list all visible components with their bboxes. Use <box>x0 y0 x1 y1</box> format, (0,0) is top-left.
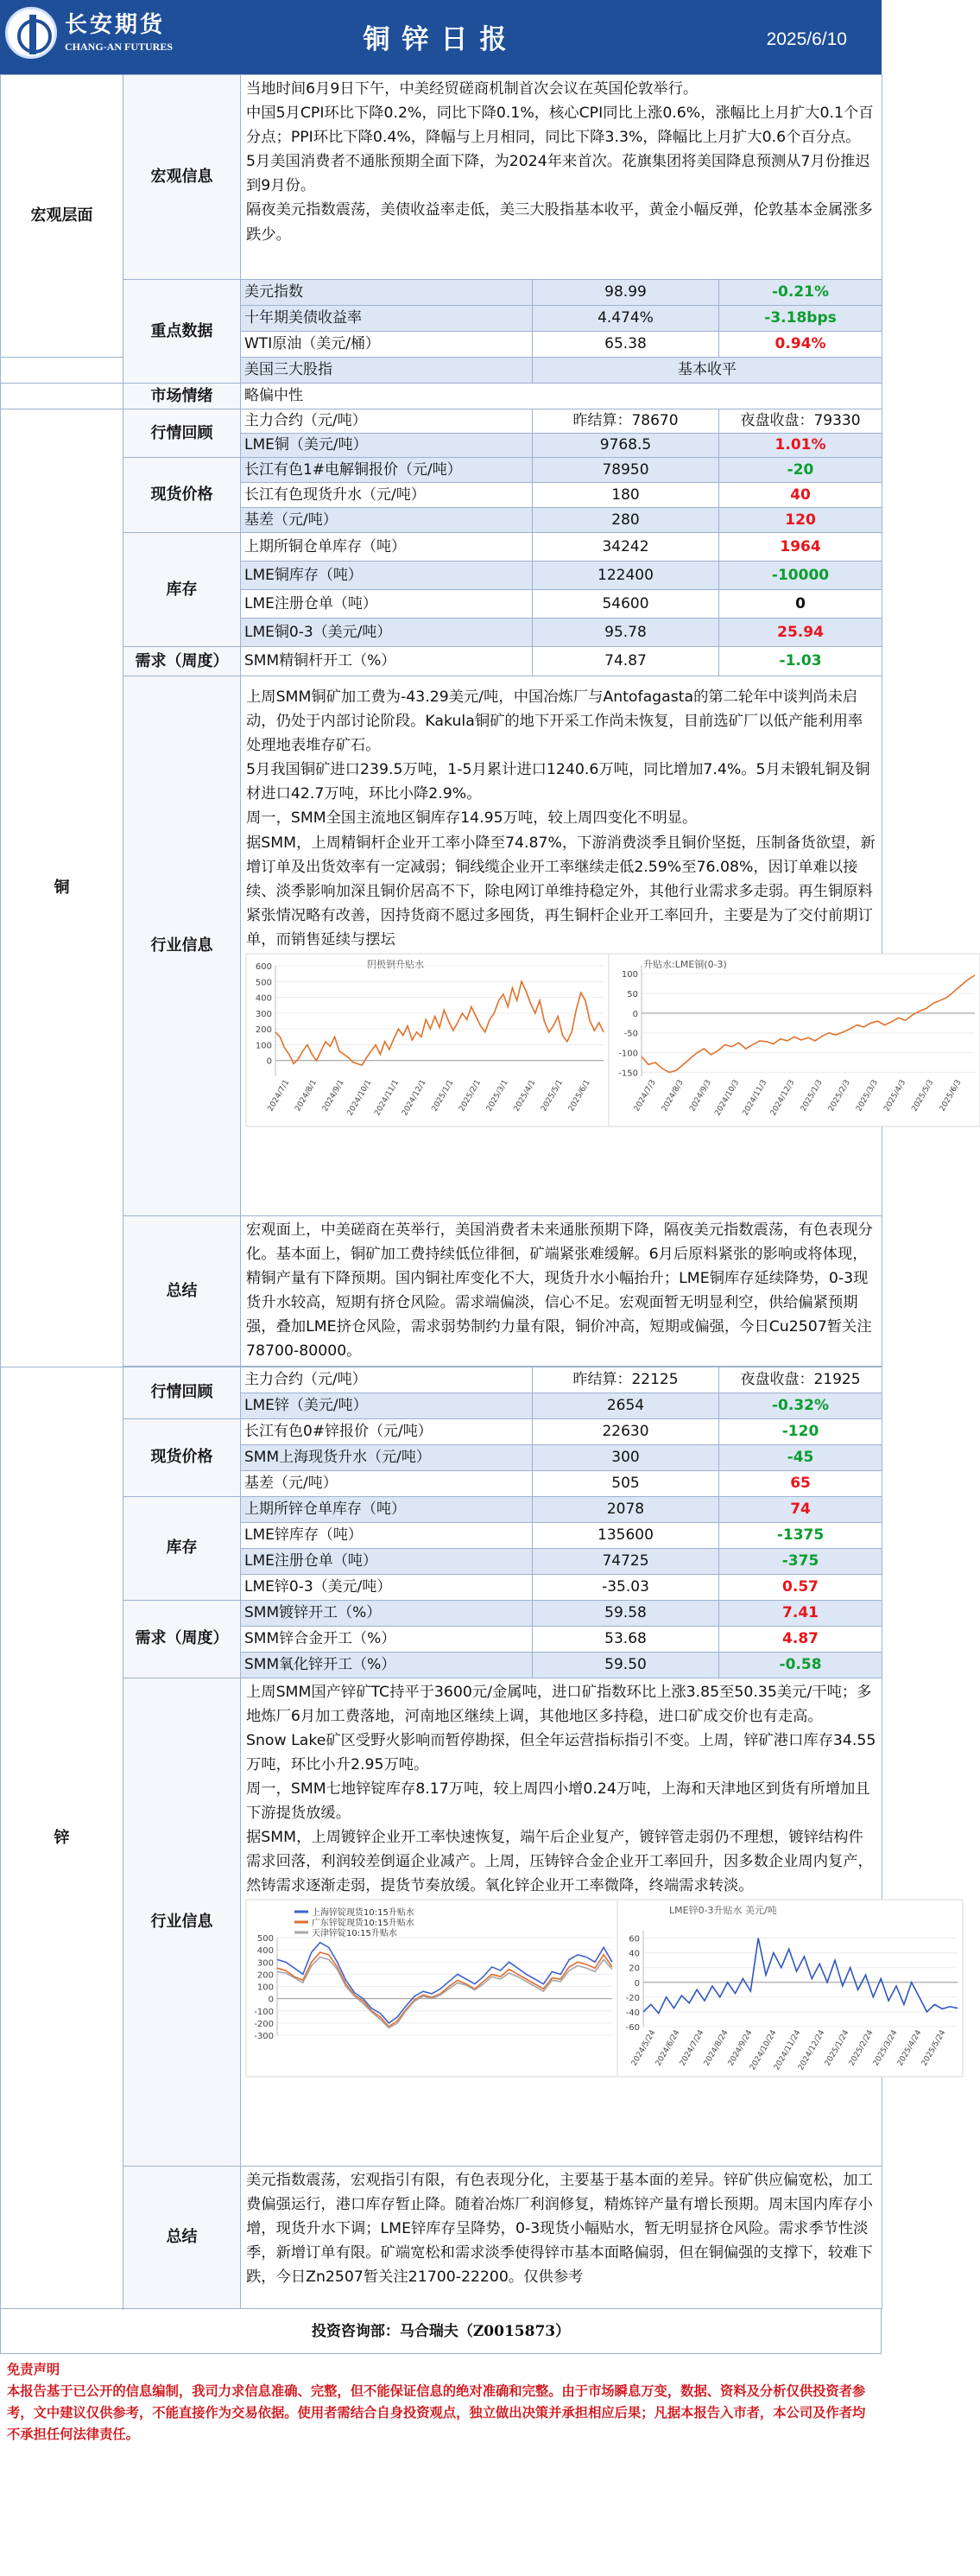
x-tick-label: 2024/11/24 <box>773 2028 803 2072</box>
chart-frame <box>246 1900 617 2077</box>
zn-industry-para: 据SMM，上周镀锌企业开工率快速恢复，端午后企业复产，镀锌管走弱仍不理想，镀锌结构件需求回落，利润较差倒逼企业减产。上周，压铸锌合金企业开工率回升，因多数企业周内复产，然铸需求逐渐走弱，提货节奏放缓。氧化锌企业开工率微降，终端需求转淡。 <box>246 1829 873 1895</box>
zn-lme-change: -0.32% <box>719 1393 882 1418</box>
sentiment-label: 市场情绪 <box>123 384 241 409</box>
x-tick-label: 2025/6/3 <box>938 1078 964 1114</box>
y-tick-label: 100 <box>256 1983 274 1993</box>
cu-spot-change: -20 <box>719 458 882 483</box>
section-macro: 宏观层面 <box>1 75 123 358</box>
zn-main-contract: 主力合约（元/吨） <box>241 1367 533 1393</box>
x-tick-label: 2025/4/1 <box>512 1078 538 1114</box>
zn-spot-change: -120 <box>719 1418 882 1444</box>
cu-demand-value: 74.87 <box>533 647 719 676</box>
macro-spacer <box>1 358 123 384</box>
y-tick-label: -150 <box>618 1069 638 1079</box>
x-tick-label: 2024/5/24 <box>629 2028 658 2068</box>
macro-spacer <box>1 384 123 409</box>
zn-stock-name: LME注册仓单（吨） <box>241 1548 533 1574</box>
macro-info-text <box>241 75 882 280</box>
night-label: 夜盘收盘： <box>740 412 814 430</box>
zn-industry-label: 行业信息 <box>123 1678 241 2166</box>
cu-demand-name: SMM精铜杆开工（%） <box>241 647 533 676</box>
y-tick-label: -100 <box>254 2008 274 2018</box>
macro-info-label: 宏观信息 <box>123 75 241 280</box>
y-tick-label: -100 <box>618 1049 638 1059</box>
cu-summary-text <box>241 1216 882 1367</box>
cu-stock-change: 1964 <box>719 533 882 562</box>
zn-demand-value: 59.50 <box>533 1652 719 1678</box>
y-tick-label: 0 <box>632 1009 638 1019</box>
x-tick-label: 2024/9/3 <box>688 1078 714 1114</box>
key-data-value: 基本收平 <box>533 358 882 384</box>
zn-summary-text <box>241 2166 882 2308</box>
zn-industry-text <box>241 1678 948 2166</box>
y-tick-label: 300 <box>255 1009 272 1019</box>
x-tick-label: 2024/8/24 <box>702 2028 730 2068</box>
x-tick-label: 2025/1/3 <box>799 1078 825 1114</box>
cu-lme: LME铜（美元/吨） <box>241 434 533 458</box>
close-value: 22125 <box>631 1371 679 1388</box>
company-name-en: CHANG-AN FUTURES <box>65 40 174 53</box>
macro-para: 当地时间6月9日下午，中美经贸磋商机制首次会议在英国伦敦举行。 <box>246 80 699 98</box>
disclaimer-text: 本报告基于已公开的信息编制，我司力求信息准确、完整，但不能保证信息的绝对准确和完整。由于市场瞬息万变，数据、资料及分析仅供投资者参考，文中建议仅供参考，不能直接作为交易依据。使用者需结合自身投资观点，独立做出决策并承担相应后果；凡据本报告入市者，本公司及作者均不承担任何法律责任。 <box>7 2383 866 2443</box>
x-tick-label: 2025/1/1 <box>430 1078 456 1114</box>
y-tick-label: -50 <box>623 1029 638 1039</box>
zn-spot-name: 长江有色0#锌报价（元/吨） <box>241 1418 533 1444</box>
cu-stock-change: 25.94 <box>719 619 882 647</box>
zn-demand-value: 59.58 <box>533 1600 719 1626</box>
x-tick-label: 2024/10/3 <box>713 1078 742 1118</box>
cu-industry-para: 5月我国铜矿进口239.5万吨，1-5月累计进口1240.6万吨，同比增加7.4%。5月未锻轧铜及铜材进口42.7万吨，环比小降2.9%。 <box>246 761 870 803</box>
y-tick-label: 300 <box>256 1958 274 1969</box>
key-data-label: 重点数据 <box>123 280 241 384</box>
zn-spot-label: 现货价格 <box>123 1418 241 1496</box>
zn-stock-label: 库存 <box>123 1496 241 1600</box>
zn-stock-value: -35.03 <box>533 1574 719 1600</box>
cu-main-close <box>533 409 719 434</box>
zn-demand-name: SMM镀锌开工（%） <box>241 1600 533 1626</box>
key-data-name: 十年期美债收益率 <box>241 306 533 332</box>
key-data-value: 98.99 <box>533 280 719 306</box>
cu-stock-value: 122400 <box>533 562 719 590</box>
y-tick-label: 0 <box>268 1995 274 2006</box>
x-tick-label: 2025/5/1 <box>540 1078 566 1114</box>
x-tick-label: 2025/3/3 <box>855 1078 881 1114</box>
cu-spot-value: 78950 <box>533 458 719 483</box>
zn-charts <box>246 1900 948 2077</box>
y-tick-label: -20 <box>625 1994 640 2004</box>
section-zinc: 锌 <box>1 1367 123 2309</box>
cu-industry-para: 上周SMM铜矿加工费为-43.29美元/吨，中国冶炼厂与Antofagasta的第二轮年中谈判尚未启动，仍处于内部讨论阶段。Kakula铜矿的地下开采工作尚未恢复，目前选矿厂以低产能利用率处理地表堆存矿石。 <box>246 688 863 755</box>
x-tick-label: 2025/2/1 <box>458 1078 484 1114</box>
zn-industry-para: 周一，SMM七地锌锭库存8.17万吨，较上周四小增0.24万吨，上海和天津地区到货有所增加且下游提货放缓。 <box>246 1780 870 1823</box>
key-data-name: 美国三大股指 <box>241 358 533 384</box>
macro-para: 隔夜美元指数震荡，美债收益率走低，美三大股指基本收平，黄金小幅反弹，伦敦基本金属涨多跌少。 <box>246 201 873 244</box>
key-data-name: WTI原油（美元/桶） <box>241 332 533 358</box>
y-tick-label: 500 <box>256 1934 274 1945</box>
x-tick-label: 2024/10/24 <box>749 2028 779 2072</box>
cu-stock-change: 0 <box>719 590 882 619</box>
zn-main-close <box>533 1367 719 1393</box>
x-tick-label: 2024/9/1 <box>320 1078 346 1114</box>
zn-stock-change: -1375 <box>719 1522 882 1548</box>
zn-industry-para: Snow Lake矿区受野火影响而暂停勘探，但全年运营指标指引不变。上周，锌矿港口库存34.55万吨，环比小升2.95万吨。 <box>246 1731 876 1773</box>
x-tick-label: 2024/7/3 <box>632 1078 658 1114</box>
zn-industry-para: 上周SMM国产锌矿TC持平于3600元/金属吨，进口矿指数环比上涨3.85至50.35美元/干吨；多地炼厂6月加工费落地，河南地区继续上调，其他地区多持稳，进口矿成交价也有走高。 <box>246 1683 872 1725</box>
x-tick-label: 2024/12/3 <box>768 1078 797 1118</box>
y-tick-label: 400 <box>256 1946 274 1957</box>
x-tick-label: 2024/11/1 <box>373 1078 401 1118</box>
y-tick-label: 20 <box>629 1964 640 1975</box>
macro-para: 5月美国消费者不通胀预期全面下降，为2024年来首次。花旗集团将美国降息预测从7月份推迟到9月份。 <box>246 153 870 195</box>
cu-industry-para: 周一，SMM全国主流地区铜库存14.95万吨，较上周四变化不明显。 <box>246 809 698 828</box>
chart-zn-lme-spread <box>617 1900 963 2077</box>
cu-demand-label: 需求（周度） <box>123 647 241 676</box>
cu-industry-text <box>241 676 964 1216</box>
chart-cu-processing-fee <box>246 954 609 1126</box>
night-value: 21925 <box>813 1371 861 1388</box>
night-label: 夜盘收盘： <box>740 1371 814 1388</box>
cu-spot-value: 280 <box>533 508 719 533</box>
zn-spot-name: SMM上海现货升水（元/吨） <box>241 1444 533 1470</box>
cu-spot-name: 基差（元/吨） <box>241 508 533 533</box>
y-tick-label: 60 <box>629 1934 640 1945</box>
x-tick-label: 2024/11/3 <box>741 1078 769 1118</box>
zn-stock-change: 74 <box>719 1496 882 1522</box>
zn-spot-name: 基差（元/吨） <box>241 1470 533 1496</box>
cu-main-contract: 主力合约（元/吨） <box>241 409 533 434</box>
y-tick-label: 100 <box>255 1041 272 1051</box>
x-tick-label: 2024/9/24 <box>726 2028 755 2068</box>
x-tick-label: 2025/2/24 <box>847 2028 876 2068</box>
key-data-change: 0.94% <box>719 332 882 358</box>
y-tick-label: 50 <box>627 990 638 1000</box>
cu-spot-change: 40 <box>719 483 882 508</box>
zn-spot-value: 22630 <box>533 1418 719 1444</box>
disclaimer-title: 免责声明 <box>7 2362 60 2378</box>
zn-stock-change: -375 <box>719 1548 882 1574</box>
key-data-value: 65.38 <box>533 332 719 358</box>
cu-demand-change: -1.03 <box>719 647 882 676</box>
zn-review-label: 行情回顾 <box>123 1367 241 1418</box>
cu-industry-para: 据SMM，上周精铜杆企业开工率小降至74.87%，下游消费淡季且铜价坚挺，压制备货欲望，新增订单及出货效率有一定减弱；铜线缆企业开工率继续走低2.59%至76.08%，因订单难以接续、淡季影响加深且铜价居高不下，除电网订单维持稳定外，其他行业需求多走弱。再生铜原料紧张情况略有改善，因持货商不愿过多囤货，再生铜杆企业开工率回升，主要是为了交付前期订单，而销售延续与摆坛 <box>246 834 876 949</box>
sentiment-value: 略偏中性 <box>241 384 882 409</box>
zn-stock-name: 上期所锌仓单库存（吨） <box>241 1496 533 1522</box>
zn-spot-change: -45 <box>719 1444 882 1470</box>
cu-summary-label: 总结 <box>123 1216 241 1367</box>
cu-spot-name: 长江有色现货升水（元/吨） <box>241 483 533 508</box>
cu-review-label: 行情回顾 <box>123 409 241 458</box>
chart-title: 升贴水:LME铜(0-3) <box>643 959 727 971</box>
y-tick-label: -40 <box>625 2008 640 2019</box>
report-table <box>0 74 964 2309</box>
zn-spot-value: 505 <box>533 1470 719 1496</box>
legend-label: 上海锌锭现货10:15升贴水 <box>312 1908 414 1919</box>
y-tick-label: 100 <box>621 970 638 980</box>
zn-stock-change: 0.57 <box>719 1574 882 1600</box>
cu-stock-name: LME铜0-3（美元/吨） <box>241 619 533 647</box>
x-tick-label: 2025/4/24 <box>895 2028 924 2068</box>
x-tick-label: 2024/12/24 <box>797 2028 827 2072</box>
x-tick-label: 2024/8/1 <box>294 1078 319 1114</box>
section-copper: 铜 <box>1 409 123 1367</box>
cu-spot-value: 180 <box>533 483 719 508</box>
y-tick-label: 0 <box>266 1056 272 1067</box>
cu-summary-para: 宏观面上，中美磋商在英举行，美国消费者未来通胀预期下降，隔夜美元指数震荡，有色表现分化。基本面上，铜矿加工费持续低位徘徊，矿端紧张难缓解。6月后原料紧张的影响或将体现，精铜产量有下降预期。国内铜社库变化不大，现货升水小幅抬升；LME铜库存延续降势，0-3现货升水较高，短期有挤仓风险。需求端偏淡，信心不足。宏观面暂无明显利空，供给偏紧预期强，叠加LME挤仓风险，需求弱势制约力量有限，铜价冲高，短期或偏强，今日Cu2507暂关注78700-80000。 <box>246 1221 873 1361</box>
x-tick-label: 2024/10/1 <box>345 1078 374 1118</box>
zn-spot-value: 300 <box>533 1444 719 1470</box>
zn-main-night <box>719 1367 882 1393</box>
zn-demand-label: 需求（周度） <box>123 1600 241 1678</box>
cu-stock-value: 95.78 <box>533 619 719 647</box>
cu-stock-name: LME注册仓单（吨） <box>241 590 533 619</box>
x-tick-label: 2025/2/3 <box>826 1078 852 1114</box>
cu-main-night <box>719 409 882 434</box>
y-tick-label: 200 <box>256 1970 274 1981</box>
legend-label: 广东锌锭现货10:15升贴水 <box>312 1919 414 1929</box>
zn-stock-value: 2078 <box>533 1496 719 1522</box>
x-tick-label: 2025/3/1 <box>484 1078 510 1114</box>
zn-demand-value: 53.68 <box>533 1626 719 1652</box>
chart-title: LME锌0-3升贴水 美元/吨 <box>669 1905 777 1917</box>
y-tick-label: -300 <box>254 2032 274 2042</box>
zn-demand-change: 7.41 <box>719 1600 882 1626</box>
cu-spot-name: 长江有色1#电解铜报价（元/吨） <box>241 458 533 483</box>
zn-summary-para: 美元指数震荡，宏观指引有限，有色表现分化，主要基于基本面的差异。锌矿供应偏宽松，加工费偏强运行，港口库存暂止降。随着冶炼厂利润修复，精炼锌产量有增长预期。周末国内库存小增，现货升水下调；LME锌库存呈降势，0-3现货小幅贴水，暂无明显挤仓风险。需求季节性淡季，新增订单有限。矿端宽松和需求淡季使得锌市基本面略偏弱，但在铜偏强的支撑下，较难下跌，今日Zn2507暂关注21700-22200。仅供参考 <box>246 2171 873 2286</box>
cu-lme-value: 9768.5 <box>533 434 719 458</box>
y-tick-label: -200 <box>254 2020 274 2030</box>
cu-lme-change: 1.01% <box>719 434 882 458</box>
y-tick-label: 600 <box>255 962 272 973</box>
cu-stock-label: 库存 <box>123 533 241 647</box>
chart-title: 阴极铜升贴水 <box>367 959 424 971</box>
x-tick-label: 2025/1/24 <box>823 2028 851 2068</box>
key-data-change: -3.18bps <box>719 306 882 332</box>
x-tick-label: 2024/7/1 <box>266 1078 292 1114</box>
cu-charts <box>246 954 964 1126</box>
x-tick-label: 2024/7/24 <box>678 2028 706 2068</box>
cu-spot-change: 120 <box>719 508 882 533</box>
zn-stock-value: 74725 <box>533 1548 719 1574</box>
key-data-value: 4.474% <box>533 306 719 332</box>
chart-zn-processing-fee <box>246 1900 617 2077</box>
zn-stock-name: LME锌0-3（美元/吨） <box>241 1574 533 1600</box>
legend-label: 天津锌锭10:15升贴水 <box>312 1929 397 1939</box>
zn-summary-label: 总结 <box>123 2166 241 2308</box>
cu-stock-change: -10000 <box>719 562 882 590</box>
y-tick-label: 200 <box>255 1025 272 1036</box>
cu-stock-value: 34242 <box>533 533 719 562</box>
x-tick-label: 2025/4/3 <box>882 1078 908 1114</box>
cu-stock-value: 54600 <box>533 590 719 619</box>
report-title: 铜锌日报 <box>363 24 519 55</box>
zn-lme-value: 2654 <box>533 1393 719 1418</box>
report-date: 2025/6/10 <box>766 29 847 49</box>
x-tick-label: 2024/8/3 <box>660 1078 686 1114</box>
y-tick-label: 40 <box>629 1950 640 1960</box>
macro-para: 中国5月CPI环比下降0.2%，同比下降0.1%，核心CPI同比上涨0.6%，涨幅比上月扩大0.1个百分点；PPI环比下降0.4%，降幅与上月相同，同比下降3.3%，降幅比上月扩大0.6个百分点。 <box>246 105 874 147</box>
zn-lme: LME锌（美元/吨） <box>241 1393 533 1418</box>
cu-stock-name: LME铜库存（吨） <box>241 562 533 590</box>
x-tick-label: 2024/6/24 <box>654 2028 682 2068</box>
close-label: 昨结算： <box>572 412 632 430</box>
y-tick-label: -60 <box>625 2023 640 2034</box>
key-data-change: -0.21% <box>719 280 882 306</box>
x-tick-label: 2025/3/24 <box>871 2028 900 2068</box>
company-name-cn: 长安期货 <box>65 11 166 38</box>
key-data-name: 美元指数 <box>241 280 533 306</box>
zn-demand-name: SMM氧化锌开工（%） <box>241 1652 533 1678</box>
night-value: 79330 <box>813 412 861 430</box>
consultant-line: 投资咨询部：马合瑞夫（Z0015873） <box>0 2309 882 2354</box>
close-label: 昨结算： <box>572 1371 632 1388</box>
x-tick-label: 2025/5/24 <box>920 2028 948 2068</box>
chart-cu-lme-spread <box>609 954 980 1126</box>
cu-industry-label: 行业信息 <box>123 676 241 1216</box>
x-tick-label: 2025/6/1 <box>566 1078 592 1114</box>
cu-stock-name: 上期所铜仓单库存（吨） <box>241 533 533 562</box>
y-tick-label: 0 <box>634 1979 640 1989</box>
zn-stock-name: LME锌库存（吨） <box>241 1522 533 1548</box>
close-value: 78670 <box>631 412 679 430</box>
zn-demand-change: 4.87 <box>719 1626 882 1652</box>
y-tick-label: 400 <box>255 993 272 1004</box>
zn-demand-name: SMM锌合金开工（%） <box>241 1626 533 1652</box>
x-tick-label: 2024/12/1 <box>401 1078 428 1118</box>
x-tick-label: 2025/5/3 <box>910 1078 936 1114</box>
y-tick-label: 500 <box>255 978 272 988</box>
zn-demand-change: -0.58 <box>719 1652 882 1678</box>
zn-spot-change: 65 <box>719 1470 882 1496</box>
report-header <box>0 0 882 74</box>
cu-spot-label: 现货价格 <box>123 458 241 533</box>
zn-stock-value: 135600 <box>533 1522 719 1548</box>
disclaimer <box>0 2354 882 2451</box>
